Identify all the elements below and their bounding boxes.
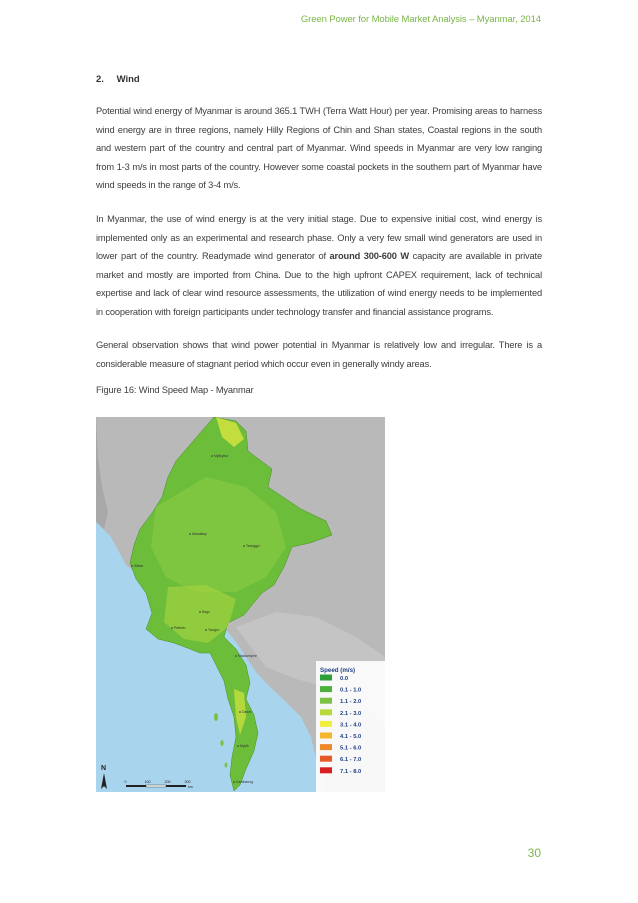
scale-tick-label: 0 [124, 780, 127, 784]
scale-bar-segment [146, 785, 166, 787]
scale-bar-segment [166, 785, 186, 787]
page-number: 30 [527, 846, 541, 860]
place-marker [171, 627, 173, 629]
legend-label: 5.1 - 6.0 [340, 745, 362, 752]
legend-label: 0.0 [340, 676, 349, 682]
scale-bar-segment [126, 785, 146, 787]
scale-unit-label: km [188, 785, 193, 789]
island [220, 740, 223, 746]
place-label: Taunggyi [246, 544, 260, 548]
legend-swatch [320, 709, 332, 715]
place-label: Mandalay [192, 532, 207, 536]
place-label: Myeik [240, 744, 249, 748]
scale-tick-label: 200 [164, 780, 171, 784]
legend-swatch [320, 721, 332, 727]
section-number: 2. [96, 74, 104, 85]
legend-swatch [320, 686, 332, 692]
place-label: Dawei [242, 710, 252, 714]
figure-caption: Figure 16: Wind Speed Map - Myanmar [96, 385, 254, 395]
island [225, 762, 228, 767]
place-label: Myitkyina [214, 454, 229, 458]
legend-title: Speed (m/s) [320, 667, 356, 674]
scale-tick-label: 100 [144, 780, 151, 784]
place-marker [237, 745, 239, 747]
generator-capacity-emphasis: around 300-600 W [329, 251, 410, 262]
paragraph-observation: General observation shows that wind power potential in Myanmar is relatively low and irregular. There is a considerable measure of stagnant period which occur even in generally windy areas. [96, 340, 542, 369]
paragraph-text: In Myanmar, the use of wind energy is at the very initial stage. Due to expensive initial cost, wind energy is implemented only as an experimental and research phase. Only a very few small wind generators are used in lower part of the country. Readymade wind generator of [96, 214, 542, 262]
legend-label: 7.1 - 8.0 [340, 768, 362, 775]
legend-label: 0.1 - 1.0 [340, 687, 362, 694]
paragraph-wind-usage [96, 210, 542, 322]
place-label: Pathein [174, 626, 186, 630]
running-header: Green Power for Mobile Market Analysis – Myanmar, 2014 [300, 14, 541, 25]
paragraph-wind-potential: Potential wind energy of Myanmar is around 365.1 TWH (Terra Watt Hour) per year. Promising areas to harness wind energy are in three regions, namely Hilly Regions of Chin and Shan states, Coastal regions in the south and western part of the country and central part of Myanmar. Wind speeds in Myanmar are very low ranging from 1-3 m/s in most parts of the country. However some coastal pockets in the southern part of Myanmar have wind speeds in the range of 3-4 m/s. [96, 106, 542, 191]
legend-swatch [320, 744, 332, 750]
legend-label: 4.1 - 5.0 [340, 734, 362, 740]
legend-swatch [320, 733, 332, 739]
island [214, 713, 218, 721]
place-marker [199, 611, 201, 613]
place-label: Bago [202, 610, 210, 614]
place-label: Sittwe [134, 564, 144, 568]
legend-swatch [320, 767, 332, 773]
legend-swatch [320, 675, 332, 681]
wind-speed-map [96, 417, 385, 792]
wind-map-svg [96, 417, 385, 792]
place-marker [235, 655, 237, 657]
place-label: Kawthaung [236, 780, 253, 784]
legend-swatch [320, 698, 332, 704]
place-marker [211, 455, 213, 457]
north-label: N [101, 765, 107, 772]
legend-label: 1.1 - 2.0 [340, 699, 362, 706]
place-label: Yangon [208, 628, 220, 632]
place-marker [239, 711, 241, 713]
paragraph-text: capacity are available in private market and mostly are imported from China. Due to the high upfront CAPEX requirement, lack of technical expertise and lack of clear wind resource assessments, the utilization of wind energy needs to be implemented in cooperation with foreign participants under technology transfer and financial assistance programs. [96, 251, 543, 317]
legend-label: 2.1 - 3.0 [340, 710, 362, 717]
place-marker [205, 629, 207, 631]
place-marker [189, 533, 191, 535]
place-marker [243, 545, 245, 547]
scale-tick-label: 300 [184, 780, 191, 784]
legend-label: 6.1 - 7.0 [340, 757, 362, 764]
section-title: Wind [116, 74, 140, 85]
map-legend [316, 661, 385, 792]
place-marker [131, 565, 133, 567]
place-marker [233, 781, 235, 783]
legend-swatch [320, 756, 332, 762]
place-label: Mawlamyine [238, 654, 257, 658]
legend-label: 3.1 - 4.0 [340, 722, 362, 729]
section-heading [96, 74, 140, 85]
